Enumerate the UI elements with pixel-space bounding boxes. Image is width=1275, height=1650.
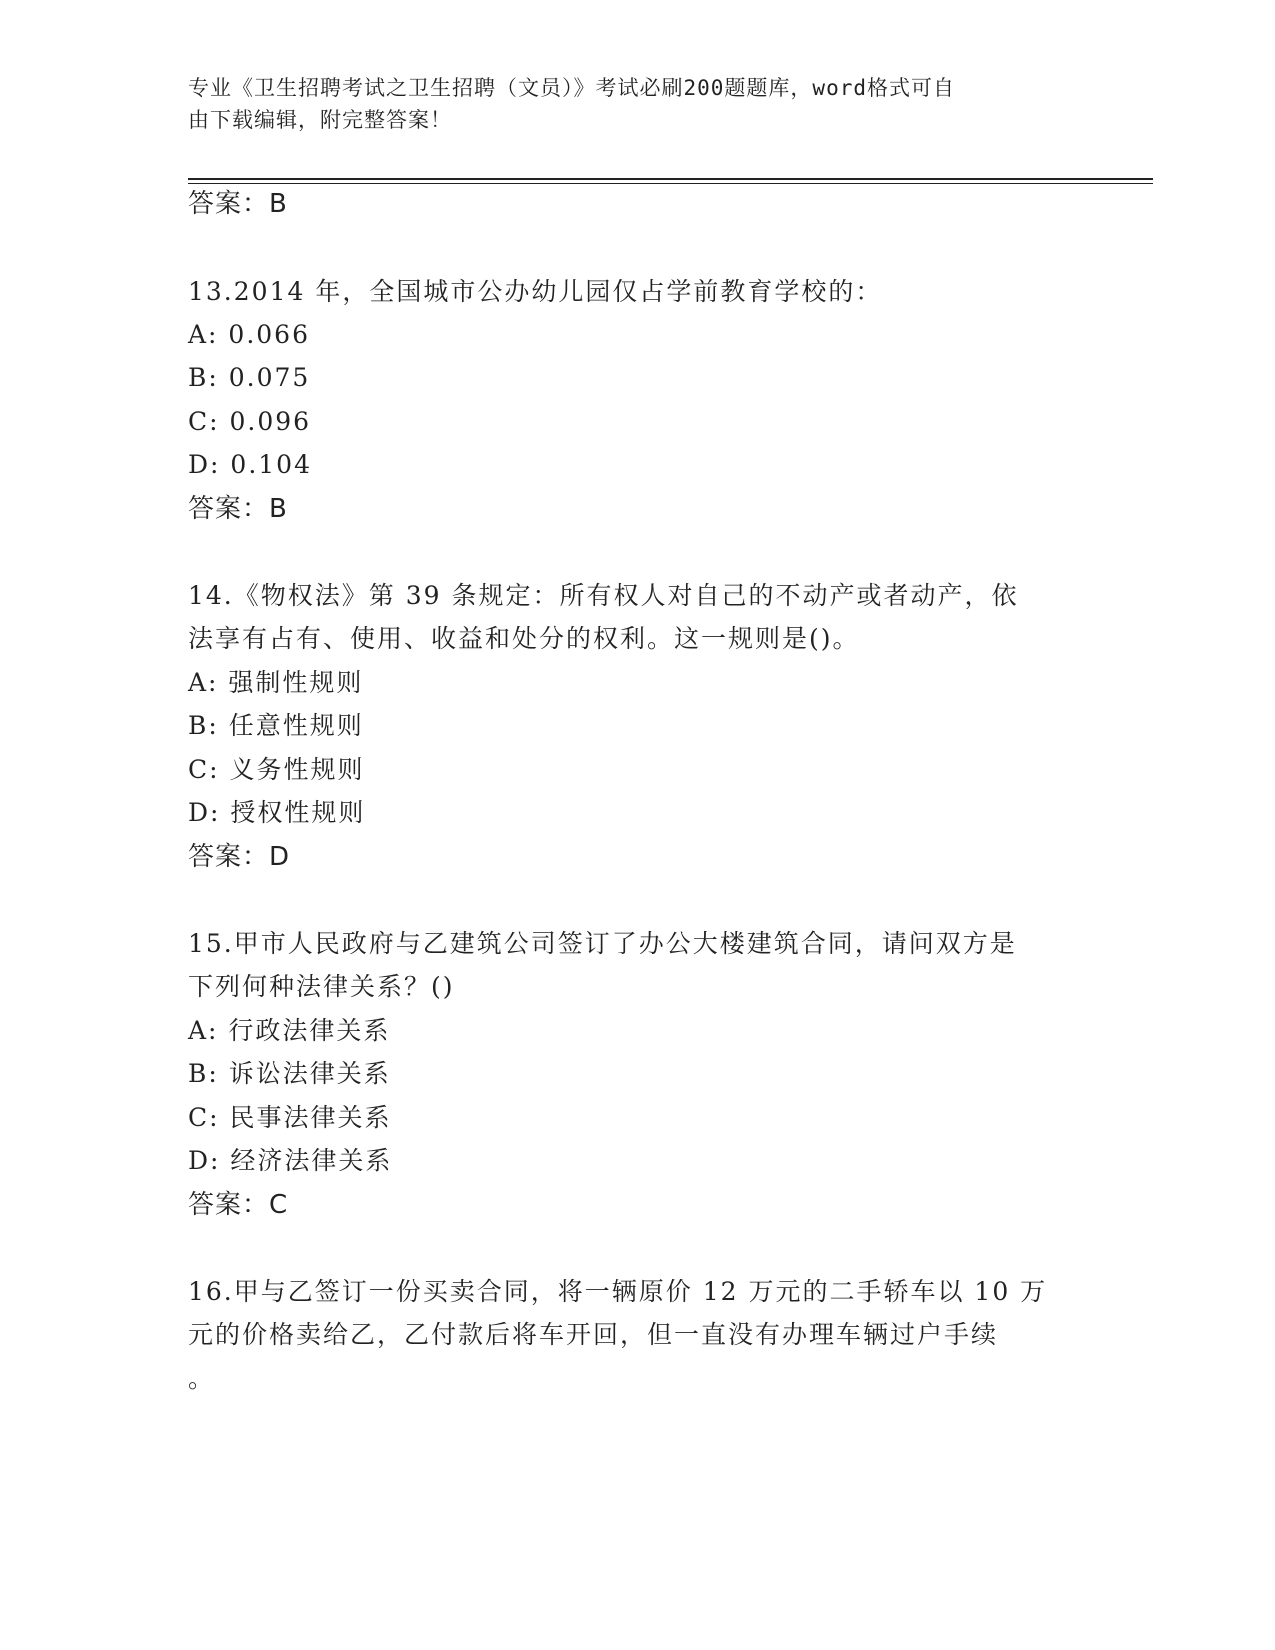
question-13-option-a: A: 0.066 xyxy=(188,320,310,349)
question-15-option-c: C: 民事法律关系 xyxy=(188,1103,392,1132)
question-14-stem-line-2: 法享有占有、使用、收益和处分的权利。这一规则是()。 xyxy=(188,624,860,653)
question-16-stem-line-3: 。 xyxy=(188,1364,216,1393)
question-15-stem-line-2: 下列何种法律关系？() xyxy=(188,972,455,1001)
question-13-option-d: D: 0.104 xyxy=(188,450,312,479)
question-15-option-b: B: 诉讼法律关系 xyxy=(188,1059,391,1088)
question-15-stem-line-1: 15.甲市人民政府与乙建筑公司签订了办公大楼建筑合同，请问双方是 xyxy=(188,929,1017,958)
question-14-stem-line-1: 14.《物权法》第 39 条规定：所有权人对自己的不动产或者动产，依 xyxy=(188,581,1019,610)
question-14-option-c: C: 义务性规则 xyxy=(188,755,365,784)
question-14-option-b: B: 任意性规则 xyxy=(188,711,364,740)
question-15-option-a: A: 行政法律关系 xyxy=(188,1016,391,1045)
header-line-2: 由下载编辑，附完整答案！ xyxy=(188,108,452,132)
question-13-answer: 答案：B xyxy=(188,494,288,524)
document-header xyxy=(188,72,1068,136)
question-13-option-c: C: 0.096 xyxy=(188,407,312,436)
question-16-stem-line-1: 16.甲与乙签订一份买卖合同，将一辆原价 12 万元的二手轿车以 10 万 xyxy=(188,1277,1048,1306)
header-divider-thin xyxy=(188,183,1153,184)
question-14-answer: 答案：D xyxy=(188,842,291,872)
question-16-stem-line-2: 元的价格卖给乙，乙付款后将车开回，但一直没有办理车辆过户手续 xyxy=(188,1320,999,1349)
header-divider-thick xyxy=(188,178,1153,180)
previous-answer: 答案：B xyxy=(188,189,288,219)
question-13-option-b: B: 0.075 xyxy=(188,363,311,392)
question-15-answer: 答案：C xyxy=(188,1190,289,1220)
question-14-option-a: A: 强制性规则 xyxy=(188,668,364,697)
question-13-stem-line-1: 13.2014 年，全国城市公办幼儿园仅占学前教育学校的： xyxy=(188,277,883,306)
question-15-option-d: D: 经济法律关系 xyxy=(188,1146,393,1175)
question-14-option-d: D: 授权性规则 xyxy=(188,798,366,827)
header-line-1: 专业《卫生招聘考试之卫生招聘（文员）》考试必刷200题题库，word格式可自 xyxy=(188,76,955,100)
